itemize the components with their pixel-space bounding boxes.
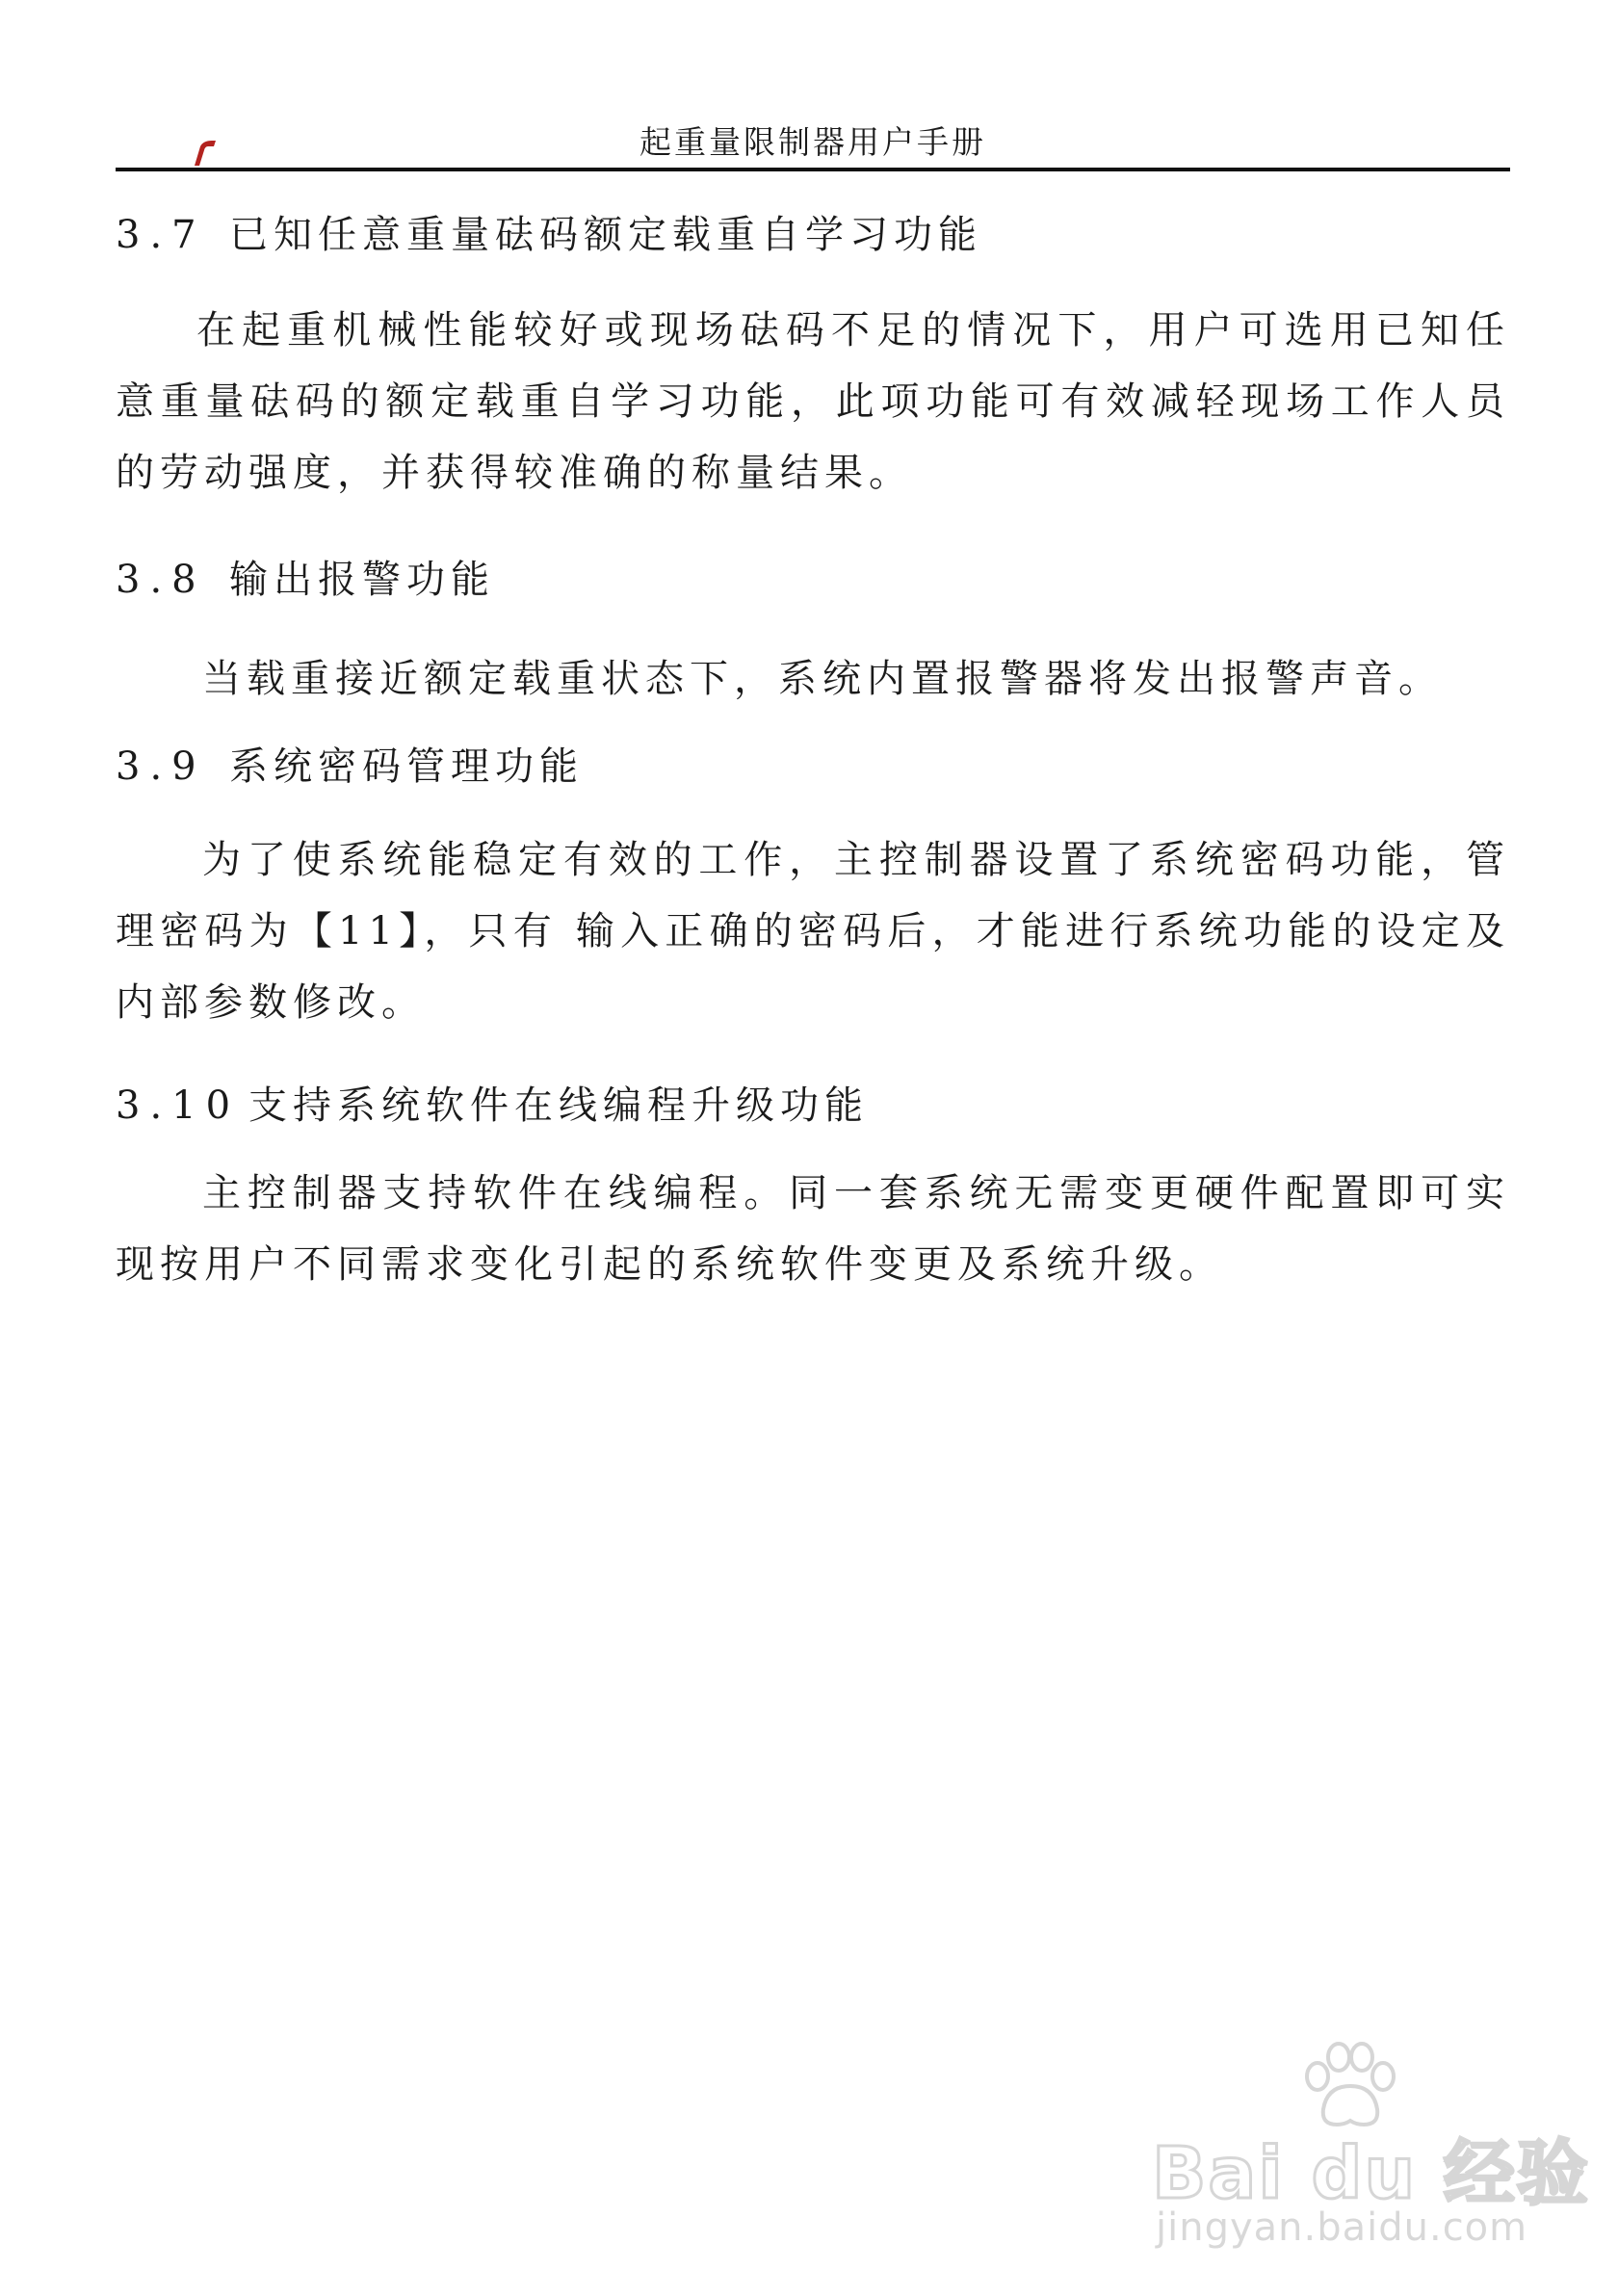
- watermark-brand: Bai du 经验: [1152, 2132, 1590, 2215]
- watermark-url: jingyan.baidu.com: [1156, 2205, 1528, 2250]
- section-paragraph: 主控制器支持软件在线编程。同一套系统无需变更硬件配置即可实现按用户不同需求变化引起的系统软件变更及系统升级。: [116, 1171, 1510, 1287]
- section-number: 3.9: [116, 744, 206, 789]
- section-heading: [116, 738, 1510, 796]
- section-heading: [116, 551, 1510, 609]
- section-title: 输出报警功能: [229, 558, 495, 602]
- section-title: 已知任意重量砝码额定载重自学习功能: [229, 213, 982, 257]
- header-title: 起重量限制器用户手册: [639, 123, 986, 161]
- section-3-9: [116, 738, 1510, 1038]
- section-heading: [116, 206, 1510, 264]
- page-header: [116, 114, 1510, 171]
- section-number: 3.7: [116, 213, 206, 257]
- paw-icon: [1296, 2042, 1402, 2128]
- baidu-jingyan-watermark: [1152, 2042, 1590, 2263]
- section-number: 3.8: [116, 558, 206, 602]
- section-paragraph: 为了使系统能稳定有效的工作，主控制器设置了系统密码功能，管理密码为【11】，只有 输入正确的密码后，才能进行系统功能的设定及内部参数修改。: [116, 838, 1510, 1025]
- document-body: [116, 206, 1510, 1300]
- section-paragraph: 在起重机械性能较好或现场砝码不足的情况下，用户可选用已知任意重量砝码的额定载重自学习功能，此项功能可有效减轻现场工作人员的劳动强度，并获得较准确的称量结果。: [116, 308, 1510, 495]
- section-3-10: [116, 1077, 1510, 1300]
- section-number: 3.10: [116, 1083, 241, 1128]
- section-3-7: [116, 206, 1510, 509]
- section-title: 支持系统软件在线编程升级功能: [248, 1083, 869, 1128]
- section-heading: [116, 1077, 1510, 1135]
- section-3-8: [116, 551, 1510, 715]
- section-title: 系统密码管理功能: [229, 744, 584, 789]
- section-paragraph: 当载重接近额定载重状态下，系统内置报警器将发出报警声音。: [202, 657, 1443, 701]
